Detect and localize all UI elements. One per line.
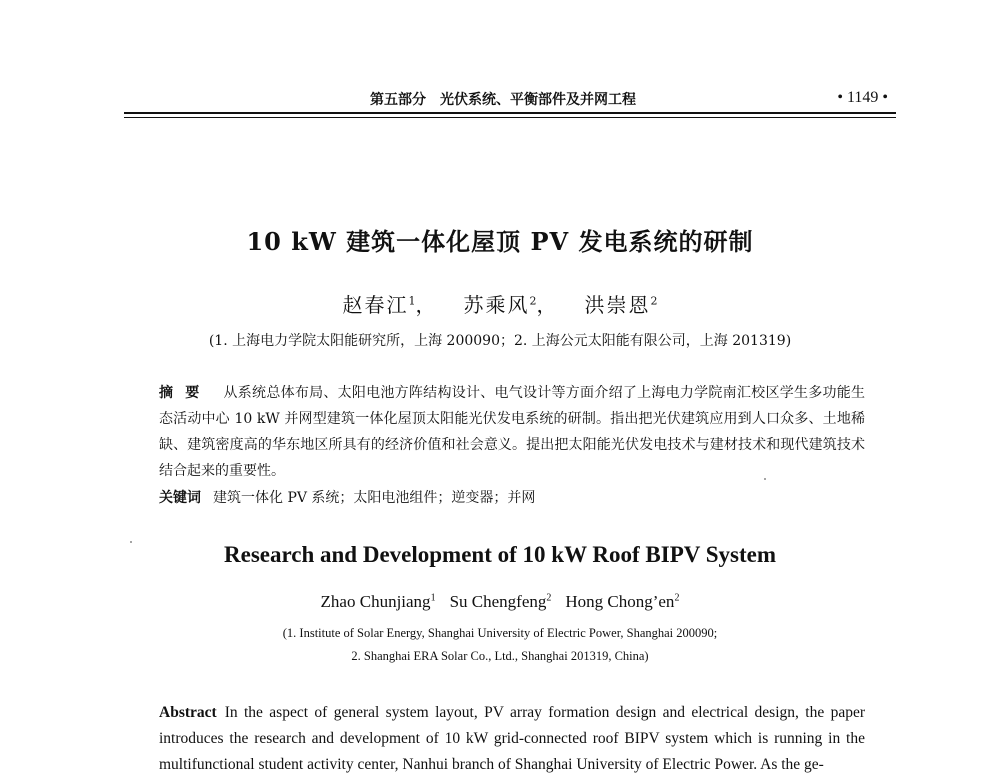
page-number: • 1149 •: [837, 89, 888, 106]
abstract-label-chinese: 摘要: [159, 385, 212, 401]
header-rule-thin: [124, 117, 896, 118]
author-name: 苏乘风: [463, 293, 530, 317]
abstract-english: [159, 700, 865, 778]
author-separator: ，: [536, 293, 559, 317]
author-affiliation-mark: 2: [650, 294, 658, 308]
scan-speck: [764, 478, 766, 480]
keywords-chinese: [159, 486, 865, 510]
scan-speck: [130, 541, 132, 543]
author-list-english: [0, 592, 1000, 612]
author-name: Zhao Chunjiang: [320, 592, 431, 611]
running-header: [124, 89, 896, 109]
paper-title-chinese: 10 kW 建筑一体化屋顶 PV 发电系统的研制: [246, 227, 754, 256]
author-affiliation-mark: 1: [408, 294, 416, 308]
keywords-label-chinese: 关键词: [159, 490, 201, 506]
paper-title-english: Research and Development of 10 kW Roof BIPV System: [224, 542, 776, 567]
affiliation-english-line: (1. Institute of Solar Energy, Shanghai University of Electric Power, Shanghai 200090;: [282, 626, 718, 640]
keywords-text-chinese: 建筑一体化 PV 系统；太阳电池组件；逆变器；并网: [213, 490, 536, 506]
author-separator: ，: [415, 293, 438, 317]
author-name: 赵春江: [342, 293, 409, 317]
author-list-chinese: [0, 289, 1000, 318]
author-affiliation-mark: 2: [546, 592, 552, 604]
affiliations-chinese: (1. 上海电力学院太阳能研究所，上海 200090；2. 上海公元太阳能有限公司，上海 201319): [208, 333, 792, 349]
author-affiliation-mark: 1: [430, 592, 436, 604]
abstract-chinese: [159, 380, 865, 484]
author-name: Hong Chong’en: [565, 592, 675, 611]
section-title: 第五部分 光伏系统、平衡部件及并网工程: [370, 92, 636, 108]
author-affiliation-mark: 2: [529, 294, 537, 308]
abstract-text-english: In the aspect of general system layout, PV array formation design and electrical design, the paper introduces the research and development of 10 kW grid-connected roof BIPV system which is running in the multifunctional student activity center, Nanhui branch of Shanghai University of Electric Power. As the ge-: [159, 704, 865, 773]
header-rule-thick: [124, 112, 896, 114]
affiliation-english-line: 2. Shanghai ERA Solar Co., Ltd., Shanghai 201319, China): [351, 649, 649, 663]
author-name: 洪崇恩: [584, 293, 651, 317]
abstract-text-chinese: 从系统总体布局、太阳电池方阵结构设计、电气设计等方面介绍了上海电力学院南汇校区学生多功能生态活动中心 10 kW 并网型建筑一体化屋顶太阳能光伏发电系统的研制。指出把光伏建筑应用到人口众多、土地稀缺、建筑密度高的华东地区所具有的经济价值和社会意义。提出把太阳能光伏发电技术与建材技术和现代建筑技术结合起来的重要性。: [159, 385, 866, 479]
author-name: Su Chengfeng: [449, 592, 547, 611]
author-affiliation-mark: 2: [674, 592, 680, 604]
abstract-label-english: Abstract: [159, 704, 217, 721]
